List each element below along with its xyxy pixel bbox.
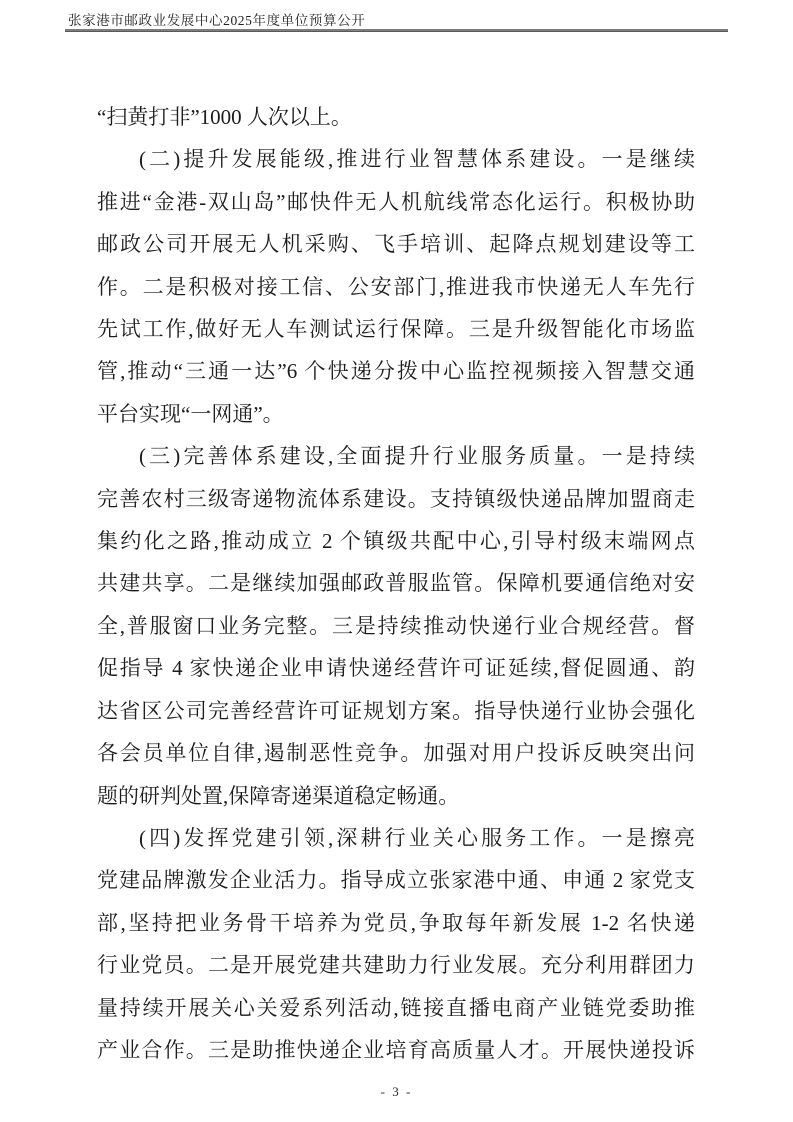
text-line: 集约化之路,推动成立 2 个镇级共配中心,引导村级末端网点 [97, 529, 695, 554]
text-line: 邮政公司开展无人机采购、飞手培训、起降点规划建设等工 [97, 232, 695, 257]
text-line: 推进“金港-双山岛”邮快件无人机航线常态化运行。积极协助 [97, 189, 695, 214]
text-line: 题的研判处置,保障寄递渠道稳定畅通。 [97, 783, 460, 808]
text-line: 完善农村三级寄递物流体系建设。支持镇级快递品牌加盟商走 [97, 486, 695, 511]
text-line: 共建共享。二是继续加强邮政普服监管。保障机要通信绝对安 [97, 571, 695, 596]
text-line: 先试工作,做好无人车测试运行保障。三是升级智能化市场监 [97, 317, 695, 342]
text-line: 作。二是积极对接工信、公安部门,推进我市快递无人车先行 [97, 274, 695, 299]
text-line: 部,坚持把业务骨干培养为党员,争取每年新发展 1-2 名快递 [97, 910, 695, 935]
text-line: 达省区公司完善经营许可证规划方案。指导快递行业协会强化 [97, 698, 695, 723]
text-line: (三)完善体系建设,全面提升行业服务质量。一是持续 [139, 444, 695, 469]
text-line: (二)提升发展能级,推进行业智慧体系建设。一是继续 [139, 147, 695, 172]
header-rule [65, 29, 728, 32]
text-line: 产业合作。三是助推快递企业培育高质量人才。开展快递投诉 [97, 1037, 695, 1062]
text-line: 促指导 4 家快递企业申请快递经营许可证延续,督促圆通、韵 [97, 656, 695, 681]
text-line: 行业党员。二是开展党建共建助力行业发展。充分利用群团力 [97, 953, 695, 978]
text-line: 量持续开展关心关爱系列活动,链接直播电商产业链党委助推 [97, 995, 695, 1020]
text-line: (四)发挥党建引领,深耕行业关心服务工作。一是擦亮 [139, 825, 695, 850]
text-line: 平台实现“一网通”。 [97, 401, 284, 426]
header-title: 张家港市邮政业发展中心2025年度单位预算公开 [68, 13, 366, 28]
page-number: - 3 - [380, 1084, 413, 1099]
document-body [97, 96, 695, 1071]
page-footer [0, 1084, 793, 1100]
text-line: “扫黄打非”1000 人次以上。 [97, 105, 352, 129]
text-line: 党建品牌激发企业活力。指导成立张家港中通、申通 2 家党支 [97, 868, 695, 893]
text-line: 管,推动“三通一达”6 个快递分拨中心监控视频接入智慧交通 [97, 359, 695, 384]
text-line: 各会员单位自律,遏制恶性竞争。加强对用户投诉反映突出问 [97, 741, 695, 766]
text-line: 全,普服窗口业务完整。三是持续推动快递行业合规经营。督 [97, 613, 695, 638]
